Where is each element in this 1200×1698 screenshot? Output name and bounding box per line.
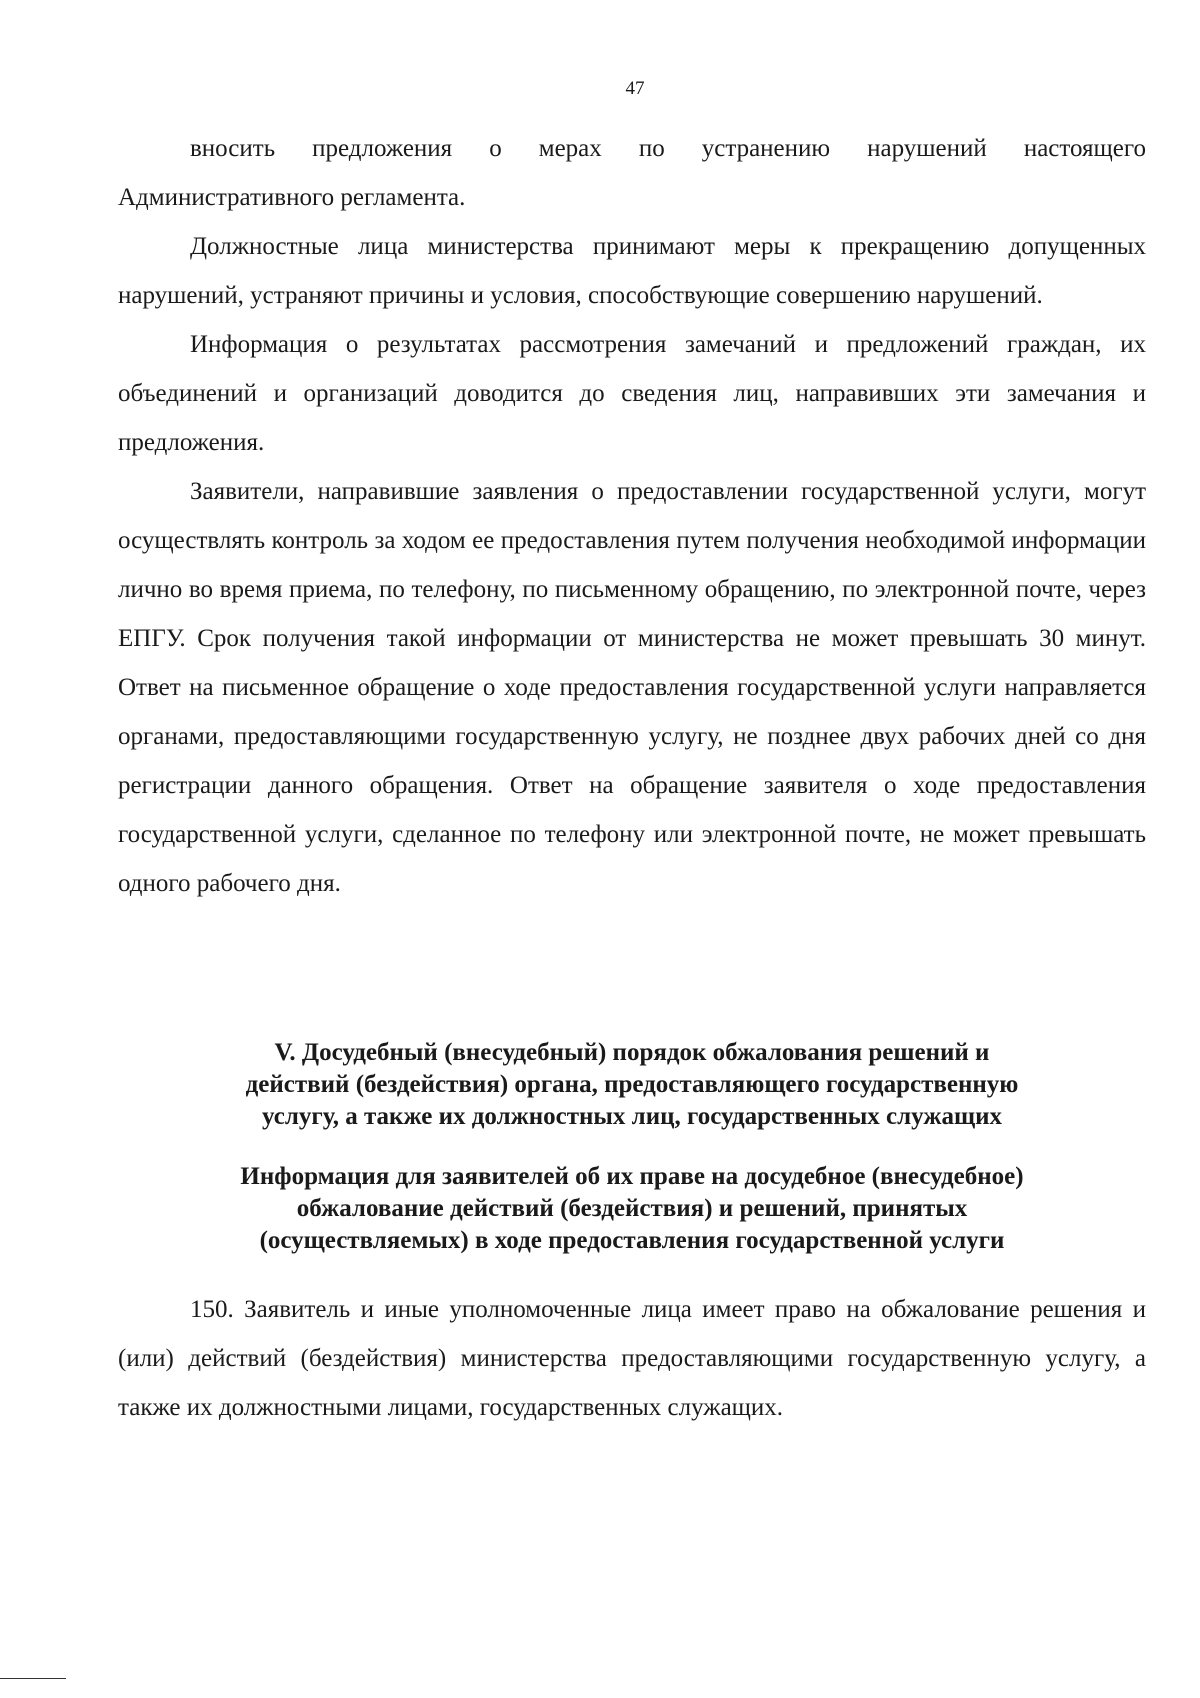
sub-heading-line: обжалование действий (бездействия) и решений, принятых (296, 1195, 968, 1222)
sub-heading (118, 1161, 1146, 1257)
sub-heading-line: Информация для заявителей об их праве на досудебное (внесудебное) (240, 1163, 1024, 1190)
section-heading (118, 1037, 1146, 1133)
paragraph-applicant-control: Заявители, направившие заявления о предоставлении государственной услуги, могут осуществлять контроль за ходом ее предоставления путем получения необходимой информации лично во время приема, по телефону, по письменному обращению, по электронной почте, через ЕПГУ. Срок получения такой информации от министерства не может превышать 30 минут. Ответ на письменное обращение о ходе предоставления государственной услуги направляется органами, предоставляющими государственную услугу, не позднее двух рабочих дней со дня регистрации данного обращения. Ответ на обращение заявителя о ходе предоставления государственной услуги, сделанное по телефону или электронной почте, не может превышать одного рабочего дня. (118, 478, 1146, 897)
paragraph-officials-measures: Должностные лица министерства принимают меры к прекращению допущенных нарушений, устраняют причины и условия, способствующие совершению нарушений. (118, 233, 1146, 309)
paragraph-proposals: вносить предложения о мерах по устранению нарушений настоящего Административного регламента. (118, 135, 1146, 211)
section-heading-line: действий (бездействия) органа, предоставляющего государственную (245, 1071, 1019, 1098)
sub-heading-line: (осуществляемых) в ходе предоставления государственной услуги (259, 1227, 1005, 1254)
page-number: 47 (625, 78, 645, 99)
paragraph-150-appeal-right: 150. Заявитель и иные уполномоченные лица имеет право на обжалование решения и (или) действий (бездействия) министерства предоставляющими государственную услугу, а также их должностными лицами, государственных служащих. (118, 1296, 1146, 1421)
body-text-top (118, 124, 1146, 908)
section-heading-line: услугу, а также их должностных лиц, государственных служащих (262, 1103, 1002, 1130)
section-heading-line: V. Досудебный (внесудебный) порядок обжалования решений и (274, 1039, 990, 1066)
body-text-bottom (118, 1285, 1146, 1432)
paragraph-review-results: Информация о результатах рассмотрения замечаний и предложений граждан, их объединений и организаций доводится до сведения лиц, направивших эти замечания и предложения. (118, 331, 1146, 456)
footnote-rule (0, 1678, 66, 1679)
